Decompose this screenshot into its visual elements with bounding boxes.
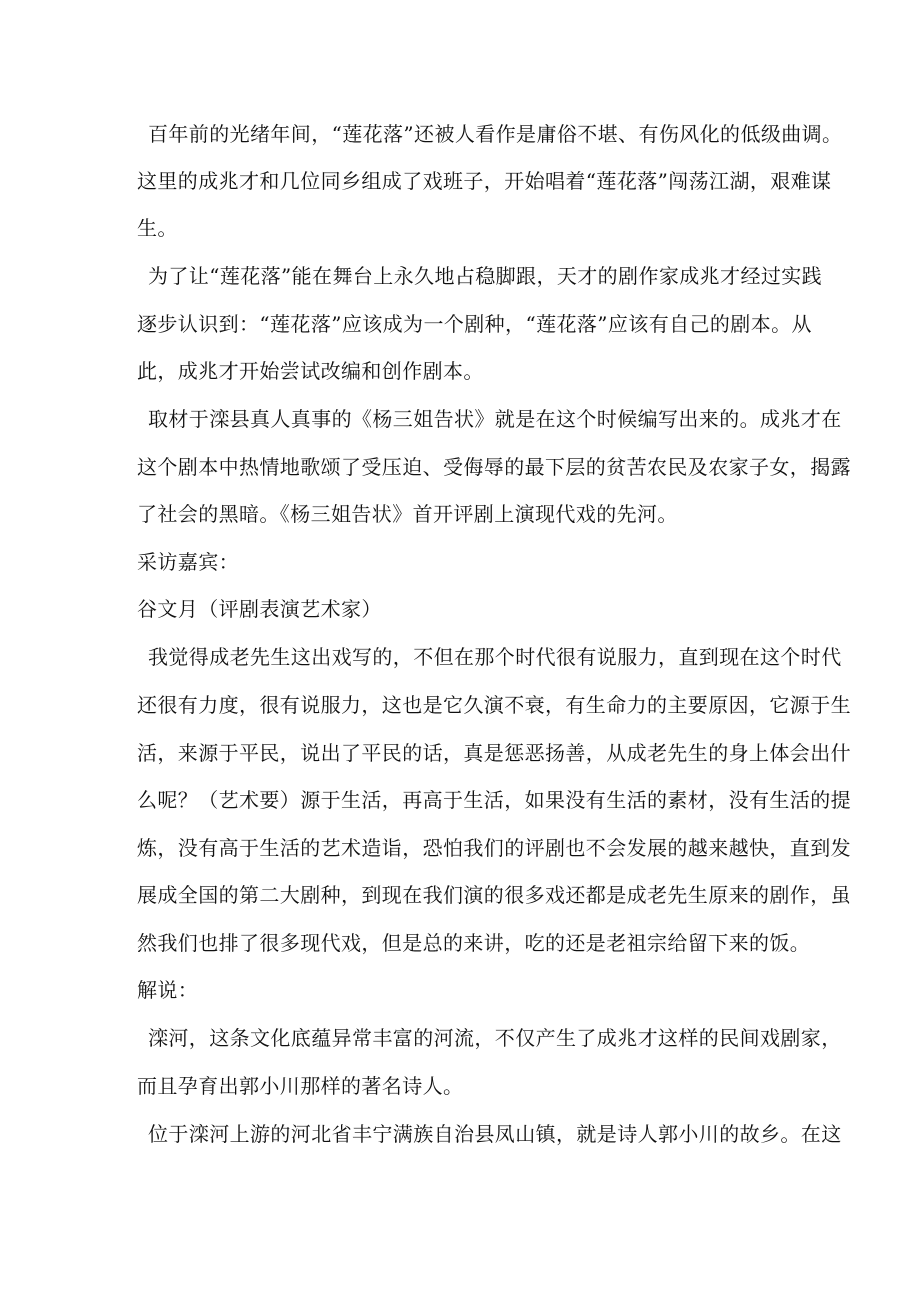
paragraph-line: 我觉得成老先生这出戏写的，不但在那个时代很有说服力，直到现在这个时代 bbox=[148, 645, 842, 669]
paragraph-line: 逐步认识到：“莲花落”应该成为一个剧种，“莲花落”应该有自己的剧本。从 bbox=[137, 312, 812, 336]
paragraph-line: 生。 bbox=[137, 216, 178, 240]
paragraph-line: 这个剧本中热情地歌颂了受压迫、受侮辱的最下层的贫苦农民及农家子女，揭露 bbox=[137, 455, 851, 479]
paragraph-line: 么呢？（艺术要）源于生活，再高于生活，如果没有生活的素材，没有生活的提 bbox=[137, 788, 851, 812]
paragraph-line: 为了让“莲花落”能在舞台上永久地占稳脚跟，天才的剧作家成兆才经过实践 bbox=[148, 264, 823, 288]
paragraph-line: 滦河，这条文化底蕴异常丰富的河流，不仅产生了成兆才这样的民间戏剧家， bbox=[148, 1026, 842, 1050]
section-label: 采访嘉宾： bbox=[137, 550, 239, 574]
guest-name: 谷文月（评剧表演艺术家） bbox=[137, 597, 382, 621]
paragraph-line: 还很有力度，很有说服力，这也是它久演不衰，有生命力的主要原因，它源于生 bbox=[137, 693, 851, 717]
paragraph-line: 活，来源于平民，说出了平民的话，真是惩恶扬善，从成老先生的身上体会出什 bbox=[137, 741, 851, 765]
paragraph-line: 展成全国的第二大剧种，到现在我们演的很多戏还都是成老先生原来的剧作，虽 bbox=[137, 883, 851, 907]
paragraph-line: 炼，没有高于生活的艺术造诣，恐怕我们的评剧也不会发展的越来越快，直到发 bbox=[137, 836, 851, 860]
paragraph-line: 取材于滦县真人真事的《杨三姐告状》就是在这个时候编写出来的。成兆才在 bbox=[148, 407, 842, 431]
section-label: 解说： bbox=[137, 978, 199, 1002]
paragraph-line: 百年前的光绪年间，“莲花落”还被人看作是庸俗不堪、有伤风化的低级曲调。 bbox=[148, 122, 843, 146]
paragraph-line: 而且孕育出郭小川那样的著名诗人。 bbox=[137, 1074, 464, 1098]
paragraph-line: 了社会的黑暗。《杨三姐告状》首开评剧上演现代戏的先河。 bbox=[137, 502, 678, 526]
paragraph-line: 此，成兆才开始尝试改编和创作剧本。 bbox=[137, 359, 484, 383]
paragraph-line: 然我们也排了很多现代戏，但是总的来讲，吃的还是老祖宗给留下来的饭。 bbox=[137, 931, 811, 955]
paragraph-line: 位于滦河上游的河北省丰宁满族自治县凤山镇，就是诗人郭小川的故乡。在这 bbox=[148, 1122, 842, 1146]
paragraph-line: 这里的成兆才和几位同乡组成了戏班子，开始唱着“莲花落”闯荡江湖，艰难谋 bbox=[137, 169, 832, 193]
